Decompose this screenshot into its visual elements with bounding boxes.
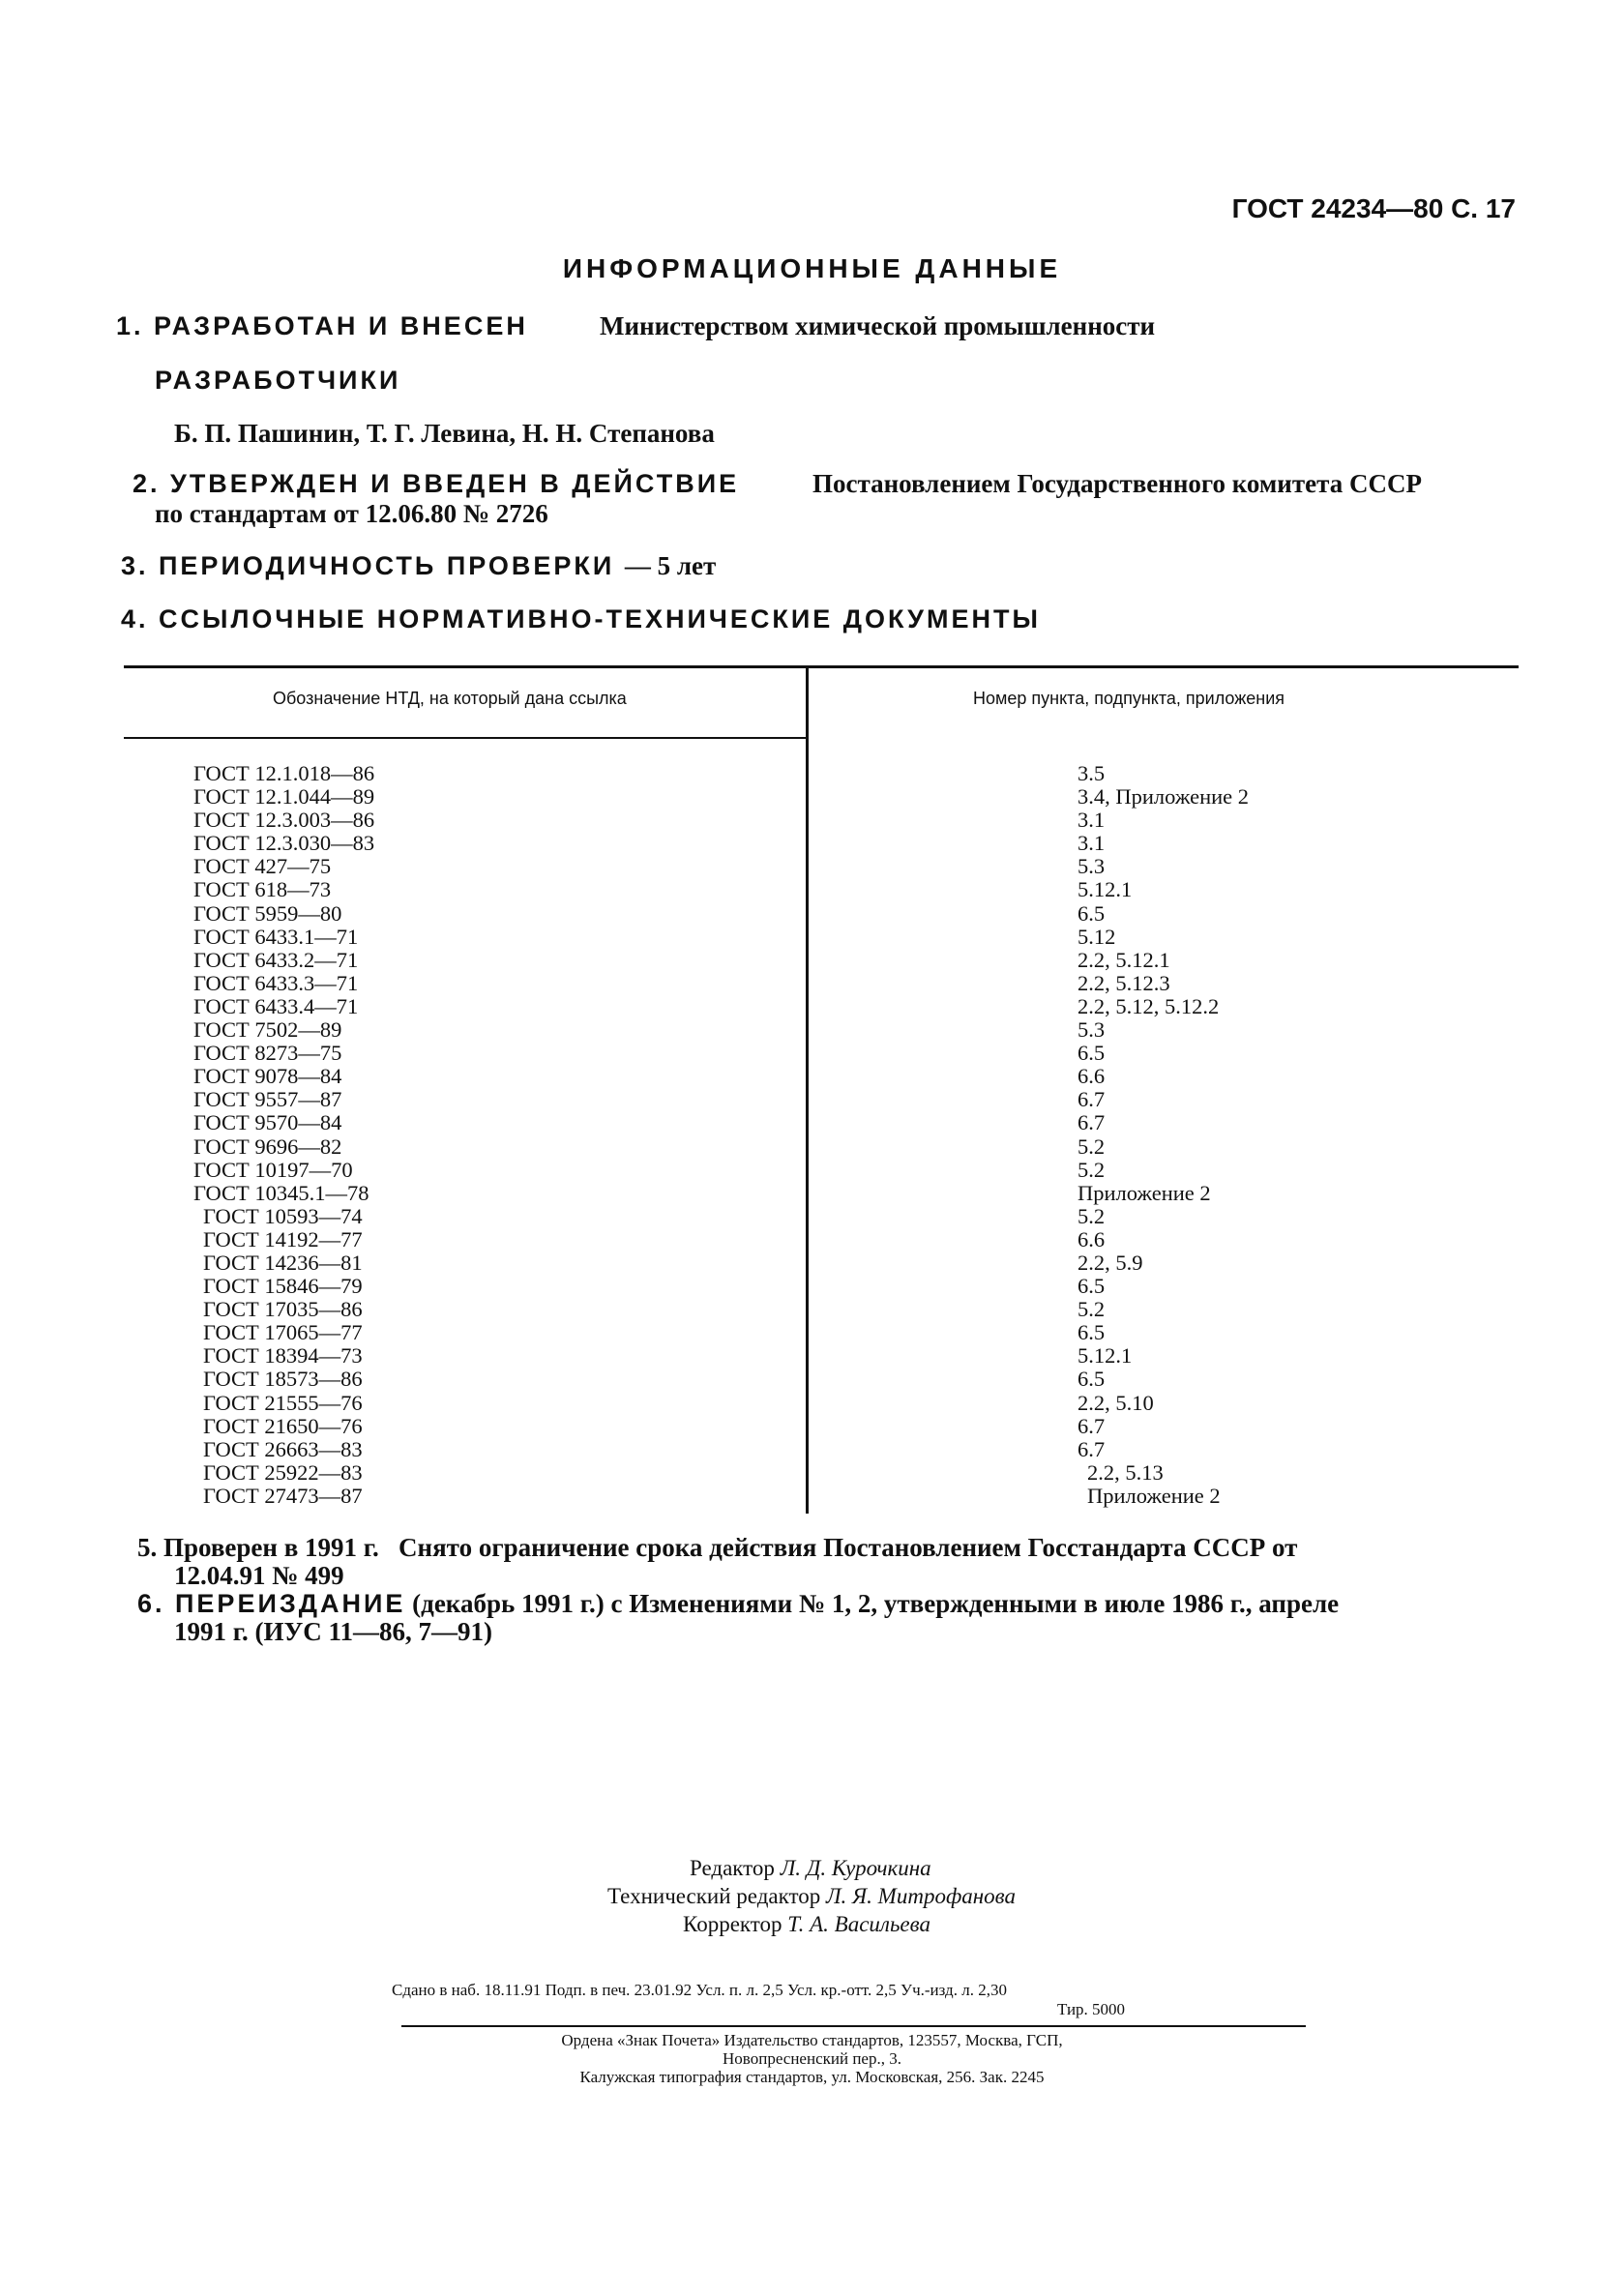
table-doc-cell: ГОСТ 6433.1—71 <box>193 924 359 949</box>
corrector-name: Т. А. Васильева <box>787 1912 930 1936</box>
table-ref-cell: 6.7 <box>1078 1087 1106 1112</box>
table-header-rule <box>124 737 806 739</box>
table-ref-cell: 2.2, 5.12.1 <box>1078 947 1170 972</box>
table-doc-cell: ГОСТ 9078—84 <box>193 1064 342 1089</box>
item-3 <box>121 551 716 581</box>
publisher-line-2: Новопресненский пер., 3. <box>723 2049 901 2068</box>
table-ref-cell: 2.2, 5.10 <box>1078 1390 1154 1415</box>
page-reference: ГОСТ 24234—80 С. 17 <box>1231 193 1516 223</box>
item-5-text: Снято ограничение срока действия Постановлением Госстандарта СССР от <box>399 1533 1298 1562</box>
table-doc-cell: ГОСТ 18573—86 <box>203 1367 363 1392</box>
table-ref-cell: 5.3 <box>1078 1017 1106 1043</box>
table-ref-cell: 5.3 <box>1078 854 1106 879</box>
table-ref-cell: 3.5 <box>1078 761 1106 785</box>
table-ref-cell: 2.2, 5.12, 5.12.2 <box>1078 993 1220 1018</box>
table-ref-cell: 3.1 <box>1078 808 1106 833</box>
item-2-label: 2. УТВЕРЖДЕН И ВВЕДЕН В ДЕЙСТВИЕ <box>133 469 740 498</box>
table-doc-cell: ГОСТ 618—73 <box>193 877 332 902</box>
item-6-text: (декабрь 1991 г.) с Изменениями № 1, 2, утвержденными в июле 1986 г., апреле <box>412 1589 1340 1618</box>
item-2-text: Постановлением Государственного комитета СССР <box>812 469 1422 498</box>
table-doc-cell: ГОСТ 25922—83 <box>203 1459 363 1485</box>
table-ref-cell: 6.6 <box>1078 1226 1106 1251</box>
table-ref-cell: 6.7 <box>1078 1110 1106 1135</box>
table-doc-cell: ГОСТ 12.1.018—86 <box>193 761 375 785</box>
item-1-label: 1. РАЗРАБОТАН И ВНЕСЕН <box>116 311 528 340</box>
table-doc-cell: ГОСТ 427—75 <box>193 854 332 879</box>
tech-editor-name: Л. Я. Митрофанова <box>825 1884 1017 1908</box>
table-ref-cell: Приложение 2 <box>1087 1483 1221 1508</box>
table-ref-cell: 6.5 <box>1078 1367 1106 1392</box>
table-ref-cell: 2.2, 5.9 <box>1078 1250 1143 1275</box>
table-ref-cell: 5.2 <box>1078 1203 1106 1228</box>
item-5-label: 5. Проверен в 1991 г. <box>137 1533 379 1562</box>
table-doc-cell: ГОСТ 21555—76 <box>203 1390 363 1415</box>
publisher-line-3: Калужская типография стандартов, ул. Московская, 256. Зак. 2245 <box>579 2068 1045 2086</box>
page-title: ИНФОРМАЦИОННЫЕ ДАННЫЕ <box>562 253 1062 283</box>
item-2-text-continued: по стандартам от 12.06.80 № 2726 <box>155 499 548 528</box>
item-1-developers: Б. П. Пашинин, Т. Г. Левина, Н. Н. Степанова <box>174 419 715 448</box>
table-refs-column <box>1078 762 1249 1508</box>
table-doc-cell: ГОСТ 6433.4—71 <box>193 993 359 1018</box>
table-doc-cell: ГОСТ 12.3.030—83 <box>193 831 375 856</box>
editor-credit <box>690 1856 931 1881</box>
item-5-text-continued: 12.04.91 № 499 <box>174 1561 344 1590</box>
item-1-developers-label: РАЗРАБОТЧИКИ <box>155 366 401 395</box>
table-doc-cell: ГОСТ 27473—87 <box>203 1483 363 1508</box>
table-ref-cell: 6.7 <box>1078 1436 1106 1461</box>
table-doc-cell: ГОСТ 14192—77 <box>203 1226 363 1251</box>
table-ref-cell: 6.7 <box>1078 1413 1106 1438</box>
table-ref-cell: 6.5 <box>1078 1041 1106 1066</box>
table-top-rule <box>124 665 1519 668</box>
publisher-line-1: Ордена «Знак Почета» Издательство стандартов, 123557, Москва, ГСП, <box>561 2031 1063 2049</box>
table-ref-cell: 6.5 <box>1078 900 1106 926</box>
table-doc-cell: ГОСТ 18394—73 <box>203 1343 363 1369</box>
item-3-label: 3. ПЕРИОДИЧНОСТЬ ПРОВЕРКИ <box>121 551 615 580</box>
item-6-label: 6. ПЕРЕИЗДАНИЕ <box>137 1589 406 1618</box>
item-6 <box>137 1589 1339 1619</box>
item-3-value: — 5 лет <box>624 551 717 580</box>
table-doc-cell: ГОСТ 17035—86 <box>203 1297 363 1322</box>
table-ref-cell: 5.12 <box>1078 924 1116 949</box>
table-ref-cell: 5.2 <box>1078 1157 1106 1182</box>
table-ref-cell: Приложение 2 <box>1078 1180 1211 1205</box>
table-ref-cell: 5.2 <box>1078 1133 1106 1159</box>
imprint-line-2: Тир. 5000 <box>1057 2000 1126 2018</box>
item-1-organization: Министерством химической промышленности <box>600 311 1156 340</box>
tech-editor-role: Технический редактор <box>607 1884 821 1908</box>
table-col1-header: Обозначение НТД, на который дана ссылка <box>273 689 627 708</box>
corrector-role: Корректор <box>683 1912 782 1936</box>
table-doc-cell: ГОСТ 12.3.003—86 <box>193 808 375 833</box>
corrector-credit <box>683 1912 930 1937</box>
editor-name: Л. Д. Курочкина <box>780 1856 931 1880</box>
table-ref-cell: 5.12.1 <box>1078 1343 1133 1369</box>
table-ref-cell: 6.5 <box>1078 1320 1106 1345</box>
item-6-text-continued: 1991 г. (ИУС 11—86, 7—91) <box>174 1617 493 1646</box>
imprint-rule <box>401 2025 1306 2027</box>
table-ref-cell: 6.6 <box>1078 1064 1106 1089</box>
table-docs-column <box>193 762 374 1508</box>
table-doc-cell: ГОСТ 26663—83 <box>203 1436 363 1461</box>
table-column-divider <box>806 667 809 1514</box>
table-col2-header: Номер пункта, подпункта, приложения <box>973 689 1285 708</box>
editor-role: Редактор <box>690 1856 775 1880</box>
table-ref-cell: 5.12.1 <box>1078 877 1133 902</box>
table-ref-cell: 3.4, Приложение 2 <box>1078 784 1250 809</box>
table-doc-cell: ГОСТ 9570—84 <box>193 1110 342 1135</box>
item-5 <box>137 1533 1297 1563</box>
table-ref-cell: 3.1 <box>1078 831 1106 856</box>
tech-editor-credit <box>607 1884 1016 1909</box>
table-doc-cell: ГОСТ 10197—70 <box>193 1157 353 1182</box>
table-doc-cell: ГОСТ 5959—80 <box>193 900 342 926</box>
table-doc-cell: ГОСТ 15846—79 <box>203 1274 363 1299</box>
item-4-label: 4. ССЫЛОЧНЫЕ НОРМАТИВНО-ТЕХНИЧЕСКИЕ ДОКУМЕНТЫ <box>121 604 1041 633</box>
table-doc-cell: ГОСТ 6433.3—71 <box>193 970 359 995</box>
table-doc-cell: ГОСТ 8273—75 <box>193 1041 342 1066</box>
table-ref-cell: 5.2 <box>1078 1297 1106 1322</box>
table-doc-cell: ГОСТ 7502—89 <box>193 1017 342 1043</box>
table-ref-cell: 6.5 <box>1078 1274 1106 1299</box>
table-doc-cell: ГОСТ 17065—77 <box>203 1320 363 1345</box>
table-doc-cell: ГОСТ 14236—81 <box>203 1250 363 1275</box>
table-ref-cell: 2.2, 5.13 <box>1087 1459 1164 1485</box>
table-doc-cell: ГОСТ 6433.2—71 <box>193 947 359 972</box>
table-doc-cell: ГОСТ 9696—82 <box>193 1133 342 1159</box>
table-doc-cell: ГОСТ 12.1.044—89 <box>193 784 375 809</box>
imprint-line-1: Сдано в наб. 18.11.91 Подп. в печ. 23.01.92 Усл. п. л. 2,5 Усл. кр.-отт. 2,5 Уч.-изд. л. 2,30 <box>392 1981 1007 1999</box>
table-doc-cell: ГОСТ 10345.1—78 <box>193 1180 369 1205</box>
table-doc-cell: ГОСТ 9557—87 <box>193 1087 342 1112</box>
table-ref-cell: 2.2, 5.12.3 <box>1078 970 1170 995</box>
table-doc-cell: ГОСТ 21650—76 <box>203 1413 363 1438</box>
table-doc-cell: ГОСТ 10593—74 <box>203 1203 363 1228</box>
